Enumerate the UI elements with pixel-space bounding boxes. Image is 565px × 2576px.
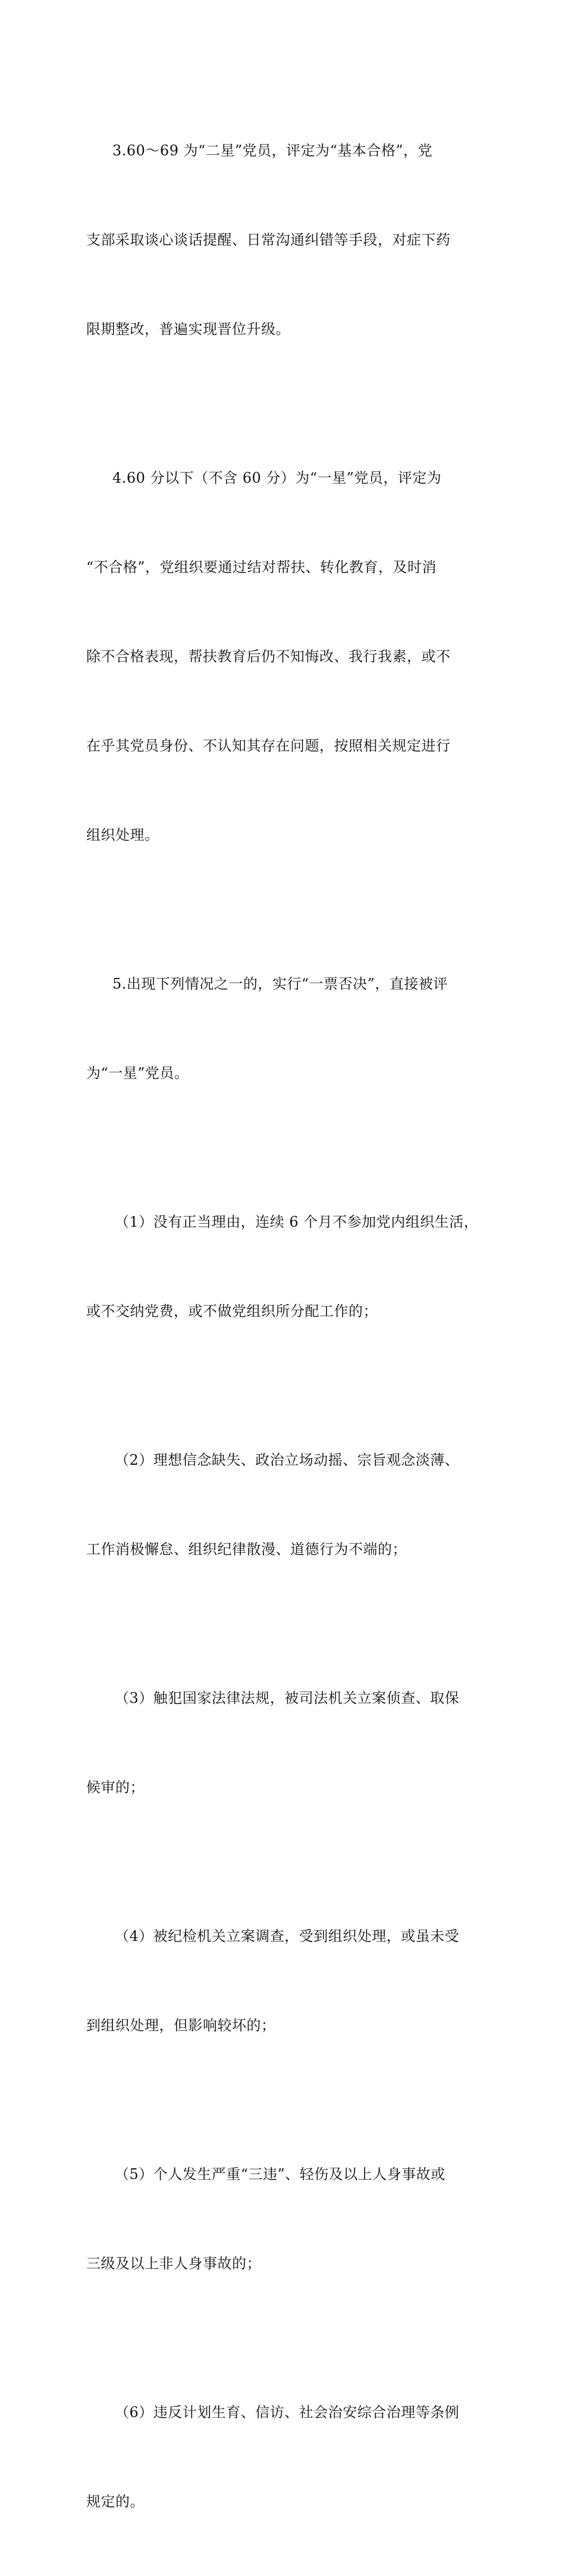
text-line: 或不交纳党费，或不做党组织所分配工作的； xyxy=(86,1303,378,1320)
text-line: 到组织处理，但影响较坏的； xyxy=(86,2017,276,2034)
list-item-5 xyxy=(86,2100,491,2338)
text-line: （2）理想信念缺失、政治立场动摇、宗旨观念淡薄、 xyxy=(115,1452,460,1468)
paragraph-two-star xyxy=(86,76,491,404)
list-item-3 xyxy=(86,1624,491,1862)
text-line: “不合格”，党组织要通过结对帮扶、转化教育，及时消 xyxy=(86,559,437,576)
text-line: 3.60～69 为“二星”党员，评定为“基本合格”，党 xyxy=(112,142,433,159)
text-line: 限期整改，普遍实现晋位升级。 xyxy=(86,321,290,337)
list-item-1 xyxy=(86,1148,491,1386)
text-line: 支部采取谈心谈话提醒、日常沟通纠错等手段，对症下药 xyxy=(86,232,451,248)
document-body xyxy=(86,76,491,2576)
text-line: 在乎其党员身份、不认知其存在问题，按照相关规定进行 xyxy=(86,737,451,754)
paragraph-one-star xyxy=(86,404,491,909)
text-line: 三级及以上非人身事故的； xyxy=(86,2255,261,2272)
list-item-4 xyxy=(86,1862,491,2100)
text-line: 规定的。 xyxy=(86,2493,145,2510)
text-line: 除不合格表现，帮扶教育后仍不知悔改、我行我素，或不 xyxy=(86,648,451,665)
text-line: 组织处理。 xyxy=(86,827,159,843)
text-line: 工作消极懈怠、组织纪律散漫、道德行为不端的； xyxy=(86,1541,407,1558)
text-line: （1）没有正当理由，连续 6 个月不参加党内组织生活， xyxy=(115,1214,479,1230)
text-line: （5）个人发生严重“三违”、轻伤及以上人身事故或 xyxy=(115,2166,445,2183)
text-line: （3）触犯国家法律法规，被司法机关立案侦查、取保 xyxy=(115,1690,460,1706)
list-item-2 xyxy=(86,1386,491,1624)
list-item-6 xyxy=(86,2338,491,2576)
text-line: 候审的； xyxy=(86,1779,145,1796)
text-line: （6）违反计划生育、信访、社会治安综合治理等条例 xyxy=(115,2404,460,2421)
text-line: 5.出现下列情况之一的，实行“一票否决”，直接被评 xyxy=(112,976,448,992)
text-line: 为“一星”党员。 xyxy=(86,1065,189,1081)
text-line: 4.60 分以下（不含 60 分）为“一星”党员，评定为 xyxy=(112,470,442,486)
paragraph-veto xyxy=(86,909,491,1148)
text-line: （4）被纪检机关立案调查，受到组织处理，或虽未受 xyxy=(115,1928,460,1944)
